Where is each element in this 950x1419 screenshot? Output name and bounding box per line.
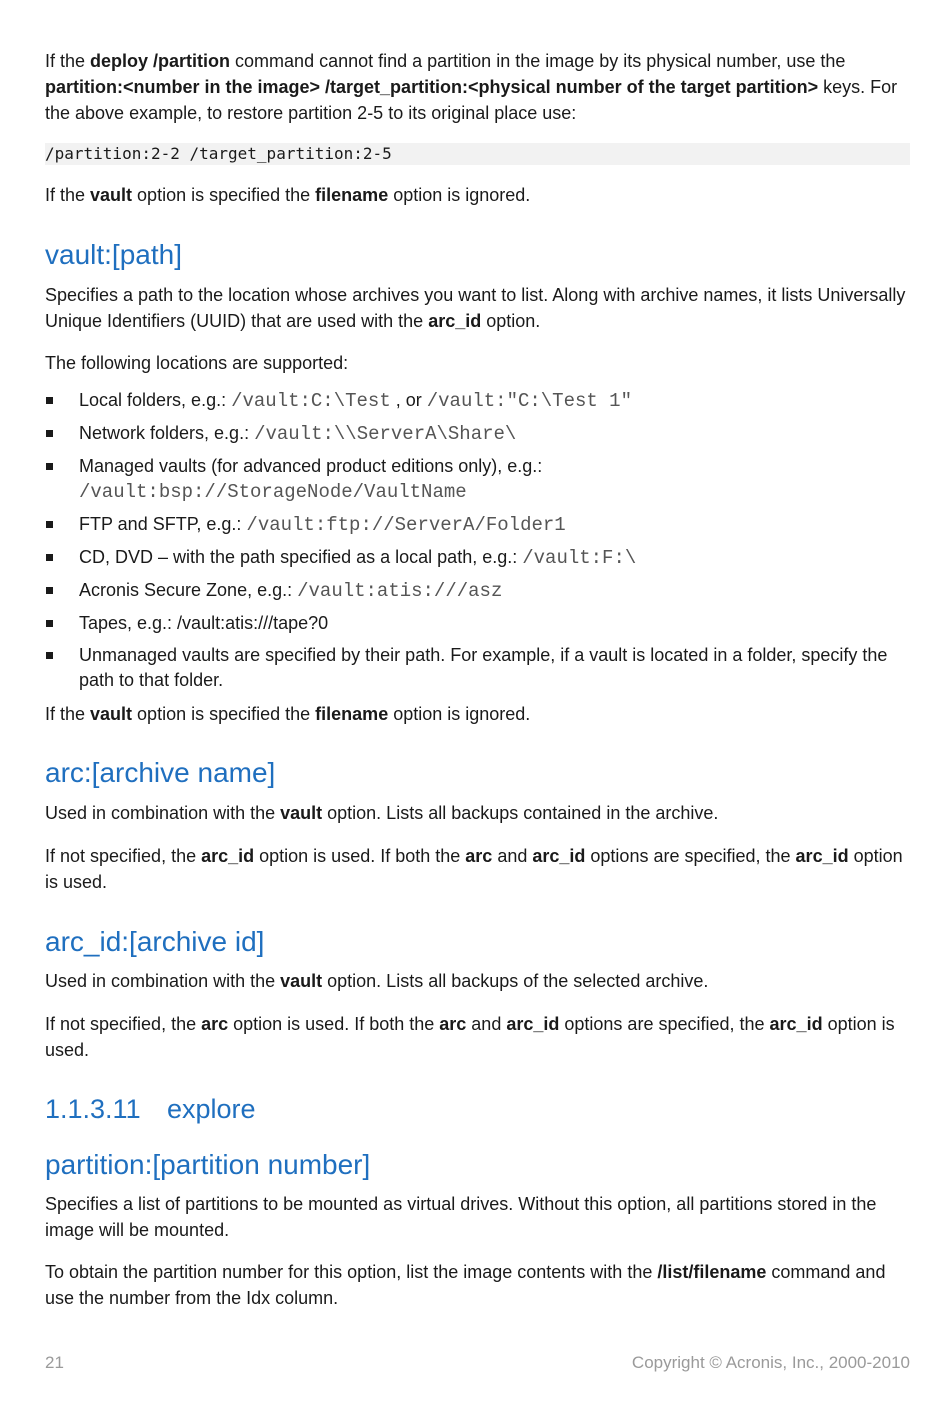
- bullet-icon: [46, 397, 53, 404]
- text-run: options are specified, the: [585, 846, 796, 866]
- text-run: vault: [280, 971, 323, 991]
- section-heading-explore: [45, 1092, 256, 1126]
- arc-id-default: [45, 1011, 910, 1063]
- arc-description: [45, 800, 910, 826]
- intro-paragraph: [45, 48, 910, 126]
- text-run: deploy /partition: [90, 51, 231, 71]
- text-run: option. Lists all backups contained in the archive.: [322, 803, 719, 823]
- arc-heading: arc:[archive name]: [45, 757, 276, 788]
- text-run: partition:<number in the image> /target_partition:<physical number of the target partition>: [45, 77, 819, 97]
- text-run: option is specified the: [132, 185, 316, 205]
- text-run: command and use the number from the Idx column.: [45, 1262, 886, 1308]
- list-item: Tapes, e.g.: /vault:atis:///tape?0: [45, 611, 910, 636]
- list-item: FTP and SFTP, e.g.: /vault:ftp://ServerA/Folder1: [45, 512, 910, 538]
- list-item: Unmanaged vaults are specified by their path. For example, if a vault is located in a folder, specify the path to that folder.: [45, 643, 910, 693]
- text-run: command cannot find a partition in the image by its physical number, use the: [230, 51, 846, 71]
- text-run: arc_id: [532, 846, 586, 866]
- text-run: options are specified, the: [559, 1014, 770, 1034]
- partition-instructions: [45, 1259, 910, 1311]
- text-run: If the: [45, 704, 91, 724]
- text-run: Used in combination with the: [45, 971, 281, 991]
- bullet-icon: [46, 430, 53, 437]
- list-item: Acronis Secure Zone, e.g.: /vault:atis:///asz: [45, 578, 910, 604]
- vault-description: [45, 282, 910, 334]
- text-run: If not specified, the: [45, 1014, 202, 1034]
- bullet-icon: [46, 463, 53, 470]
- section-title: explore: [167, 1094, 256, 1124]
- arc-default: [45, 843, 910, 895]
- text-run: If the: [45, 51, 91, 71]
- list-item: Local folders, e.g.: /vault:C:\Test , or /vault:"C:\Test 1": [45, 388, 910, 414]
- text-run: arc_id: [201, 846, 255, 866]
- text-run: and: [492, 846, 533, 866]
- text-run: To obtain the partition number for this option, list the image contents with the: [45, 1262, 658, 1282]
- text-run: vault: [90, 704, 133, 724]
- text-run: arc_id: [769, 1014, 823, 1034]
- text-run: arc: [201, 1014, 229, 1034]
- text-run: /list/filename: [657, 1262, 767, 1282]
- text-run: vault: [280, 803, 323, 823]
- list-item: CD, DVD – with the path specified as a local path, e.g.: /vault:F:\: [45, 545, 910, 571]
- text-run: vault: [90, 185, 133, 205]
- arc-id-heading: arc_id:[archive id]: [45, 926, 265, 957]
- section-number: 1.1.3.11: [45, 1094, 141, 1124]
- text-run: Specifies a path to the location whose archives you want to list. Along with archive names, it lists Universally Unique Identifiers (UUID) that are used with the: [45, 285, 906, 331]
- list-item: Network folders, e.g.: /vault:\\ServerA\Share\: [45, 421, 910, 447]
- bullet-icon: [46, 587, 53, 594]
- vault-heading: vault:[path]: [45, 239, 182, 270]
- partition-heading: partition:[partition number]: [45, 1149, 371, 1180]
- vault-locations-list: [45, 388, 910, 693]
- text-run: option is ignored.: [388, 704, 531, 724]
- text-run: Used in combination with the: [45, 803, 281, 823]
- code-example: /partition:2-2 /target_partition:2-5: [45, 143, 910, 165]
- vault-locations-intro: The following locations are supported:: [45, 353, 349, 373]
- text-run: option.: [481, 311, 541, 331]
- text-run: arc_id: [506, 1014, 560, 1034]
- text-run: If not specified, the: [45, 846, 202, 866]
- text-run: option is used.: [45, 1014, 895, 1060]
- text-run: If the: [45, 185, 91, 205]
- text-run: arc_id: [428, 311, 482, 331]
- page-number: 21: [45, 1353, 64, 1372]
- text-run: and: [466, 1014, 507, 1034]
- arc-id-description: [45, 968, 910, 994]
- text-run: option is used. If both the: [254, 846, 466, 866]
- text-run: filename: [315, 185, 389, 205]
- text-run: option is used.: [45, 846, 903, 892]
- bullet-icon: [46, 521, 53, 528]
- bullet-icon: [46, 554, 53, 561]
- partition-description: Specifies a list of partitions to be mounted as virtual drives. Without this option, all partitions stored in the image will be mounted.: [45, 1194, 877, 1240]
- vault-note: [45, 701, 910, 727]
- intro-note: [45, 182, 910, 208]
- text-run: option is used. If both the: [228, 1014, 440, 1034]
- text-run: arc: [439, 1014, 467, 1034]
- text-run: option is specified the: [132, 704, 316, 724]
- bullet-icon: [46, 620, 53, 627]
- text-run: arc_id: [795, 846, 849, 866]
- text-run: filename: [315, 704, 389, 724]
- copyright-notice: Copyright © Acronis, Inc., 2000-2010: [631, 1353, 910, 1372]
- bullet-icon: [46, 652, 53, 659]
- text-run: option. Lists all backups of the selected archive.: [322, 971, 709, 991]
- text-run: arc: [465, 846, 493, 866]
- list-item: Managed vaults (for advanced product editions only), e.g.: /vault:bsp://StorageNode/VaultName: [45, 454, 910, 505]
- text-run: keys. For the above example, to restore partition 2-5 to its original place use:: [45, 77, 898, 123]
- text-run: option is ignored.: [388, 185, 531, 205]
